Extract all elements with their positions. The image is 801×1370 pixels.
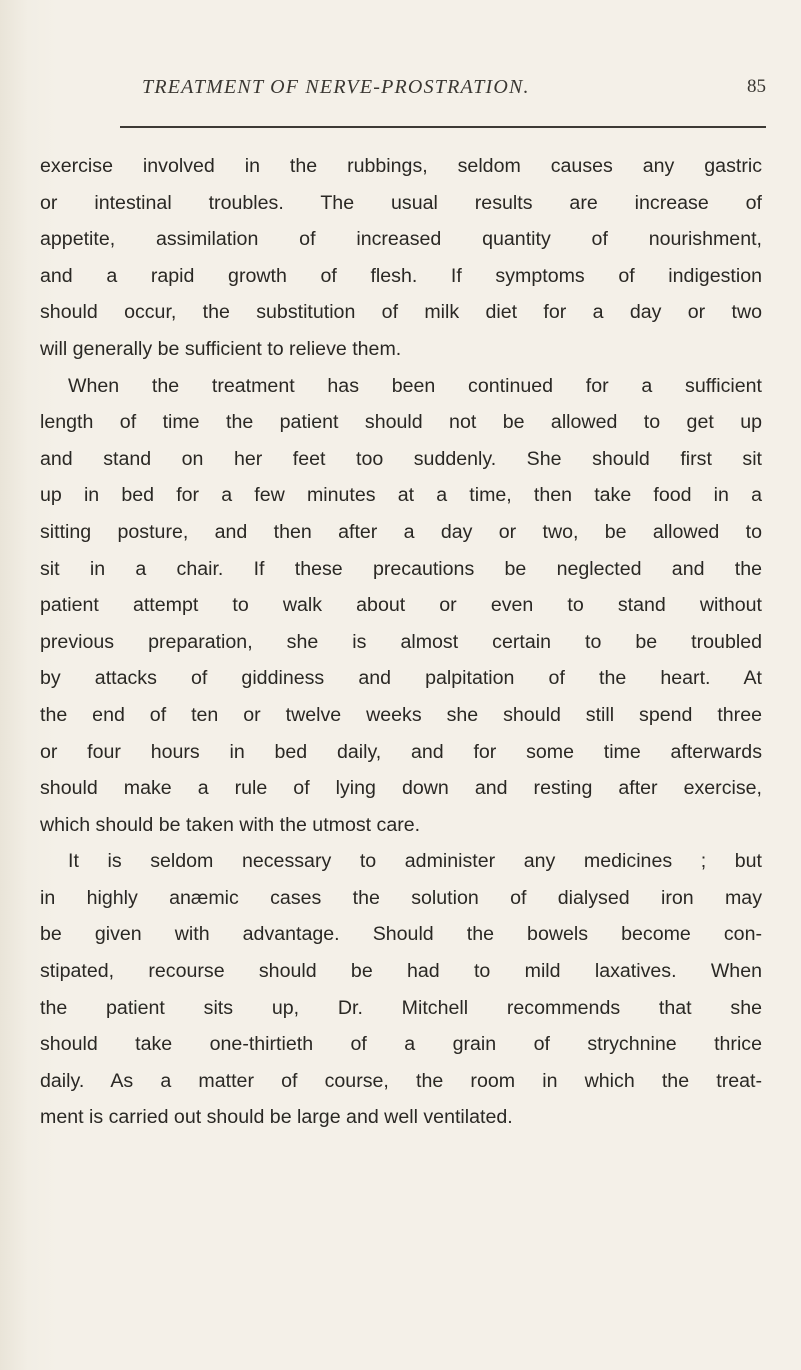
text-line: should take one-thirtieth of a grain of strychnine thrice bbox=[40, 1033, 762, 1056]
text-line: by attacks of giddiness and palpitation of the heart. At bbox=[40, 667, 762, 690]
text-line: exercise involved in the rubbings, seldom causes any gastric bbox=[40, 155, 762, 177]
text-line: the patient sits up, Dr. Mitchell recommends that she bbox=[40, 996, 762, 1019]
text-line: sit in a chair. If these precautions be neglected and the bbox=[40, 557, 762, 580]
text-line: will generally be sufficient to relieve them. bbox=[40, 337, 402, 360]
text-line: stipated, recourse should be had to mild laxatives. When bbox=[40, 960, 762, 983]
text-line: which should be taken with the utmost care. bbox=[40, 813, 421, 836]
page-number: 85 bbox=[747, 76, 766, 97]
text-line: previous preparation, she is almost certain to be troubled bbox=[40, 630, 762, 653]
running-title: TREATMENT OF NERVE-PROSTRATION. bbox=[142, 76, 530, 98]
text-line: be given with advantage. Should the bowels become con- bbox=[40, 923, 762, 946]
text-line: ment is carried out should be large and well ventilated. bbox=[40, 1106, 513, 1129]
text-line: the end of ten or twelve weeks she should still spend three bbox=[40, 703, 762, 726]
text-line: or intestinal troubles. The usual results are increase of bbox=[40, 191, 762, 214]
body-text bbox=[40, 148, 762, 1136]
running-header bbox=[120, 76, 780, 106]
text-line: and stand on her feet too suddenly. She should first sit bbox=[40, 447, 762, 470]
text-line: sitting posture, and then after a day or two, be allowed to bbox=[40, 520, 762, 543]
text-line: up in bed for a few minutes at a time, then take food in a bbox=[40, 484, 762, 507]
text-line: in highly anæmic cases the solution of dialysed iron may bbox=[40, 886, 762, 909]
text-line: should make a rule of lying down and resting after exercise, bbox=[40, 777, 762, 800]
header-rule bbox=[120, 126, 766, 128]
text-line: appetite, assimilation of increased quantity of nourishment, bbox=[40, 228, 762, 251]
text-line: should occur, the substitution of milk diet for a day or two bbox=[40, 301, 762, 324]
text-line: and a rapid growth of flesh. If symptoms of indigestion bbox=[40, 264, 762, 287]
text-line: daily. As a matter of course, the room in which the treat- bbox=[40, 1069, 762, 1092]
text-line: It is seldom necessary to administer any medicines ; but bbox=[68, 850, 762, 873]
text-line: When the treatment has been continued for a sufficient bbox=[68, 374, 762, 397]
text-line: length of time the patient should not be allowed to get up bbox=[40, 411, 762, 434]
text-line: or four hours in bed daily, and for some time afterwards bbox=[40, 740, 762, 763]
text-line: patient attempt to walk about or even to stand without bbox=[40, 594, 762, 617]
